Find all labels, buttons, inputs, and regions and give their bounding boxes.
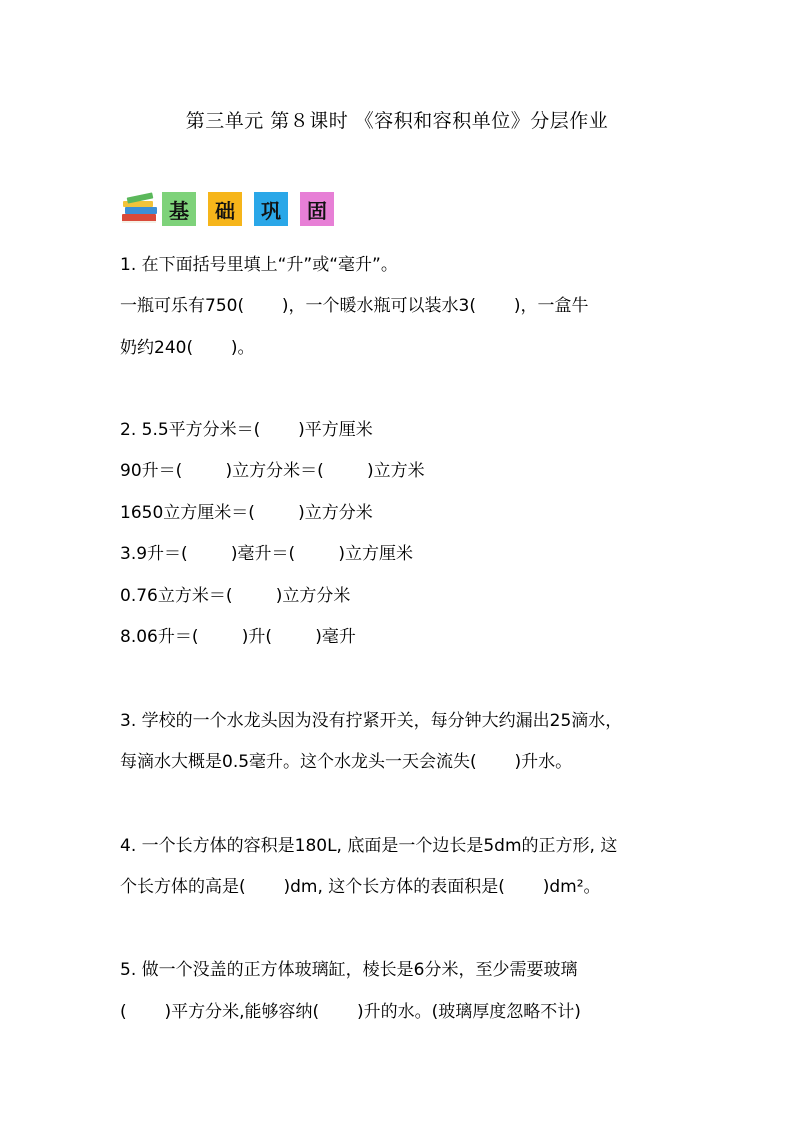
- banner-tile-3: 巩: [254, 192, 288, 226]
- q2-line-5: 0.76立方米＝( )立方分米: [120, 586, 351, 606]
- books-icon: [120, 192, 160, 226]
- q2-line-2: 90升＝( )立方分米＝( )立方米: [120, 461, 425, 481]
- q1-line-1: 一瓶可乐有750( )，一个暖水瓶可以装水3( )，一盒牛: [120, 296, 589, 316]
- section-banner: [120, 191, 346, 227]
- q2-line-4: 3.9升＝( )毫升＝( )立方厘米: [120, 544, 414, 564]
- banner-tile-1: 基: [162, 192, 196, 226]
- banner-tile-4: 固: [300, 192, 334, 226]
- q3-line-1: 3. 学校的一个水龙头因为没有拧紧开关，每分钟大约漏出25滴水，: [120, 711, 623, 731]
- q5-line-1: 5. 做一个没盖的正方体玻璃缸，棱长是6分米，至少需要玻璃: [120, 960, 578, 980]
- q2-line-6: 8.06升＝( )升( )毫升: [120, 627, 356, 647]
- page-title: 第三单元 第８课时 《容积和容积单位》分层作业: [185, 110, 609, 132]
- banner-tile-2: 础: [208, 192, 242, 226]
- q5-line-2: ( )平方分米,能够容纳( )升的水。(玻璃厚度忽略不计): [120, 1002, 581, 1022]
- q4-line-1: 4. 一个长方体的容积是180L, 底面是一个边长是5dm的正方形, 这: [120, 836, 618, 856]
- q4-line-2: 个长方体的高是( )dm, 这个长方体的表面积是( )dm²。: [120, 877, 601, 897]
- q3-line-2: 每滴水大概是0.5毫升。这个水龙头一天会流失( )升水。: [120, 752, 573, 772]
- q1-stem: 1. 在下面括号里填上“升”或“毫升”。: [120, 255, 398, 275]
- q1-line-2: 奶约240( )。: [120, 338, 255, 358]
- q2-line-1: 2. 5.5平方分米＝( )平方厘米: [120, 420, 373, 440]
- q2-line-3: 1650立方厘米＝( )立方分米: [120, 503, 373, 523]
